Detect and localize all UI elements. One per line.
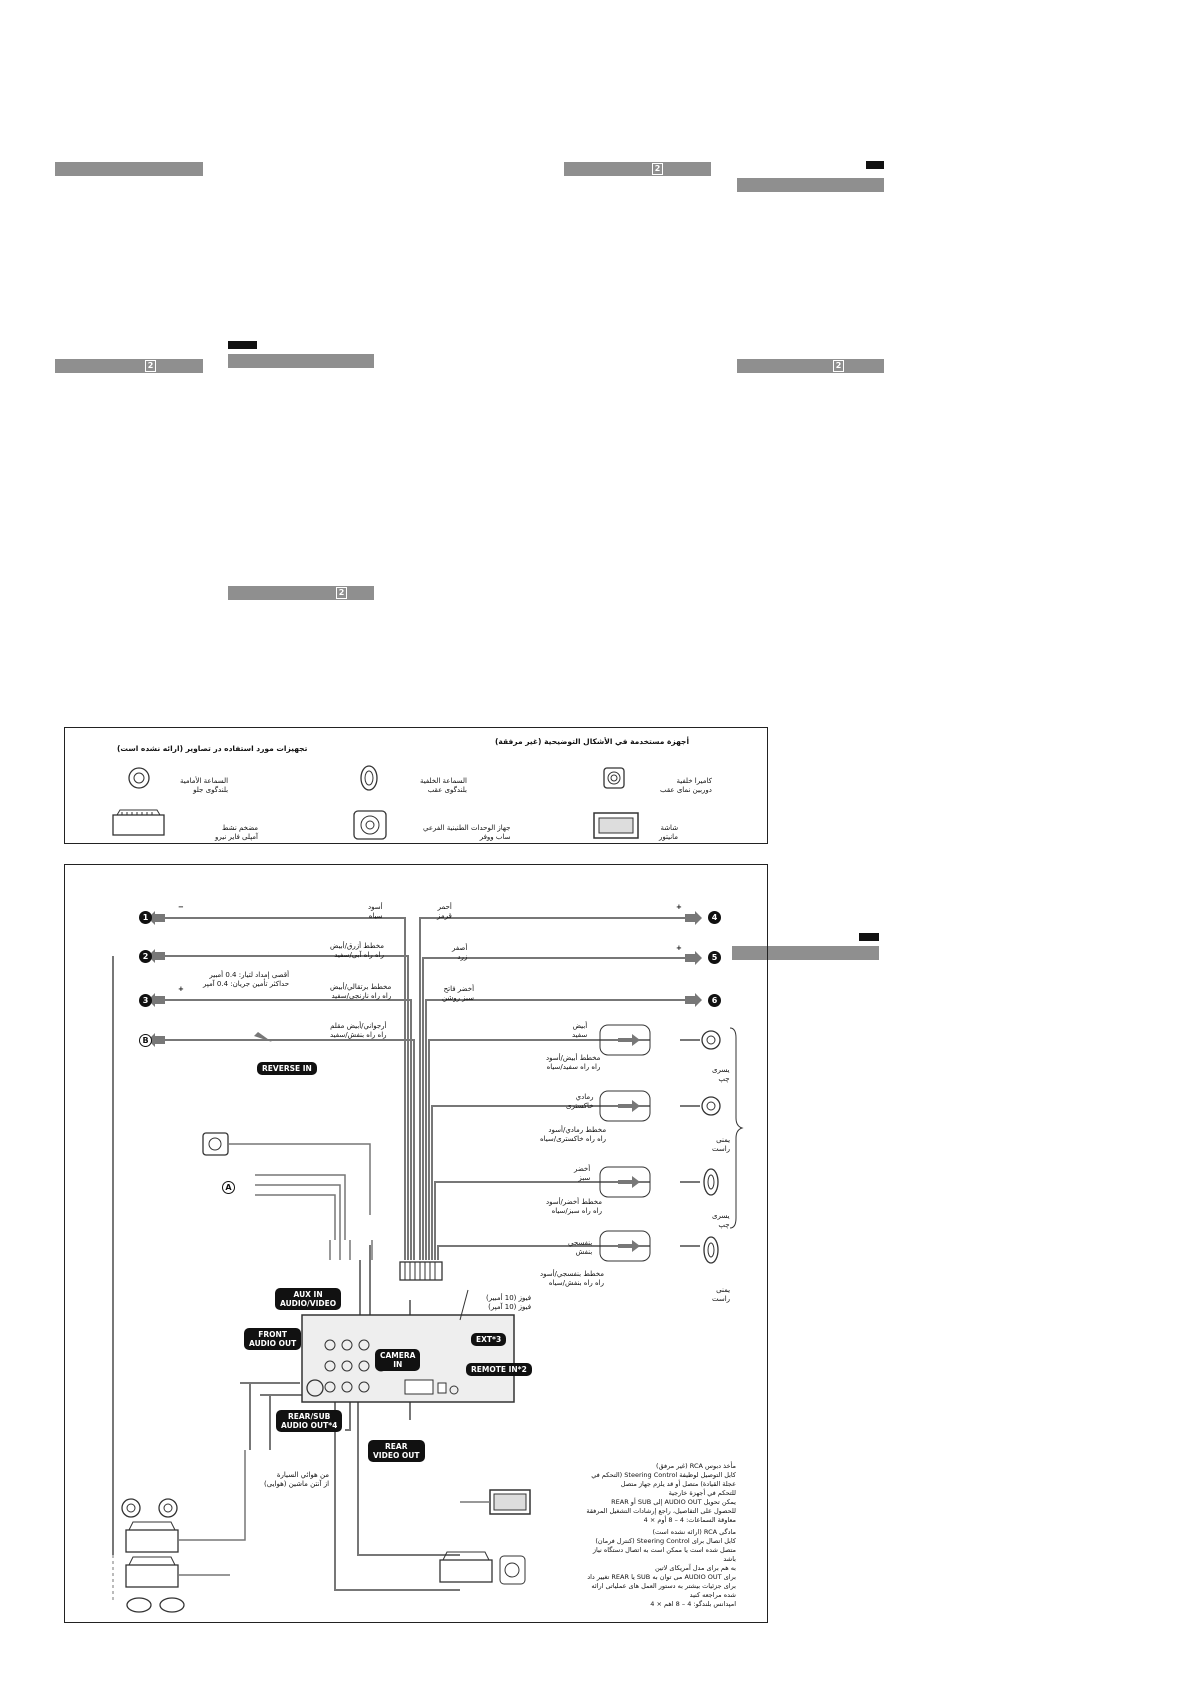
current-note: أقصى إمداد لتيار: 0.4 أمبير حداکثر تأمين جريان: 0.4 آمپر: [203, 971, 290, 988]
legend-title-arabic: أجهزة مستخدمة في الأشكال التوضيحية (غير مرفقة): [495, 737, 690, 746]
legend-rear-speaker: السماعة الخلفية بلندگوی عقب: [420, 777, 467, 794]
speaker-rear-right: [704, 1237, 718, 1263]
footnote-4: يمكن تحويل AUDIO OUT إلى SUB أو REAR: [611, 1498, 736, 1506]
speaker-plus-green: أخضر سبز: [574, 1165, 591, 1182]
speaker-plus-purple: بنفسجي بنفش: [568, 1239, 593, 1256]
subwoofer-amp-icon: [440, 1552, 525, 1584]
ext-badge: EXT*3: [471, 1333, 506, 1346]
legend-icon-front-speaker: [129, 768, 149, 788]
footnote-11: برای جزئيات بيشتر به دستور العمل های عملياتی ارائه شده مراجعه کنيد: [591, 1582, 736, 1599]
page-marker: 2: [336, 587, 347, 599]
legend-title-persian: تجهيزات مورد استفاده در تصاوير (ارائه نشده است): [117, 744, 308, 753]
polarity-1: −: [178, 903, 184, 911]
terminal-3-marker: 3: [139, 994, 152, 1007]
amplifier-icons: [113, 1450, 245, 1612]
legend-icon-rear-camera: [604, 768, 624, 788]
remote-in-badge: REMOTE IN*2: [466, 1363, 532, 1376]
polarity-5: +: [676, 944, 682, 952]
page-marker: 2: [145, 360, 156, 372]
speaker-minus-green: مخطط أخضر/أسود راه راه سبز/سياه: [546, 1198, 602, 1215]
antenna-label: من هوائي السيارة از آنتن ماشين (هوايی): [264, 1471, 330, 1488]
footnote-10: برای AUDIO OUT می توان به SUB یا REAR تغيير داد: [587, 1573, 736, 1581]
terminal-2-marker: 2: [139, 950, 152, 963]
speaker-side-1: يسرى چپ: [712, 1066, 730, 1083]
speaker-front-right: [702, 1097, 720, 1115]
camera-in-badge: CAMERA IN: [375, 1349, 420, 1371]
footnote-5: للحصول على التفاصيل، راجع إرشادات التشغيل المرفقة: [586, 1507, 736, 1515]
rear-video-out-badge: REAR VIDEO OUT: [368, 1440, 425, 1462]
speaker-plus-white: أبيض سفيد: [572, 1022, 588, 1039]
speaker-minus-white: مخطط أبيض/أسود راه راه سفيد/سياه: [546, 1054, 601, 1071]
legend-icon-monitor: [594, 813, 638, 838]
speaker-side-4: يمنى راست: [712, 1286, 731, 1303]
terminal-1-marker: 1: [139, 911, 152, 924]
legend-rear-camera: كاميرا خلفية دوربين نمای عقب: [660, 777, 712, 794]
monitor-icon: [460, 1490, 530, 1514]
wire-label-light-green: أخضر فاتح سبز روشن: [442, 985, 475, 1002]
footnote-7: مادگی RCA (ارائه نشده است): [652, 1528, 736, 1536]
legend-amplifier: مضخم نشط آمپلی فاير نيرو: [215, 824, 259, 841]
aux-in-badge: AUX IN AUDIO/VIDEO: [275, 1288, 341, 1310]
legend-icon-subwoofer: [354, 811, 386, 839]
speaker-plus-gray: رمادي خاکستری: [566, 1093, 594, 1110]
polarity-3: +: [178, 985, 184, 993]
wire-label-yellow: أصفر زرد: [452, 944, 468, 961]
reverse-in-badge: REVERSE IN: [257, 1062, 317, 1075]
terminal-5-marker: 5: [708, 951, 721, 964]
legend-monitor: شاشة مانيتور: [659, 824, 679, 841]
footnote-8: کابل اتصال برای Steering Control (کنترل فرمان) متصل شده است يا ممکن است به اتصال دستگاه نياز باشد: [592, 1537, 736, 1563]
footnote-6: معاوقة السماعات: 4 – 8 أوم × 4: [643, 1516, 736, 1524]
page-marker: 2: [652, 163, 663, 175]
rear-sub-audio-out-badge: REAR/SUB AUDIO OUT*4: [276, 1410, 342, 1432]
wire-label-purple-white: أرجواني/أبيض مقلم راه راه بنفش/سفيد: [330, 1022, 387, 1039]
legend-icon-rear-speaker: [361, 766, 377, 790]
footnote-3: للتحكم في أجهزة خارجية: [668, 1489, 736, 1497]
footnote-1: مأخذ دبوس RCA (غير مرفق): [656, 1462, 736, 1470]
terminal-b-marker: B: [139, 1034, 152, 1047]
page-marker: 2: [833, 360, 844, 372]
speaker-front-left: [702, 1031, 720, 1049]
speaker-side-3: يسرى چپ: [712, 1212, 730, 1229]
wire-label-blue-white: مخطط أزرق/أبيض راه راه آبی/سفيد: [330, 942, 384, 959]
mark-a: A: [222, 1181, 235, 1194]
speaker-rear-left: [704, 1169, 718, 1195]
footnote-12: امپدانس بلندگو: 4 – 8 اهم × 4: [650, 1600, 736, 1608]
speaker-minus-purple: مخطط بنفسجي/أسود راه راه بنفش/سياه: [540, 1270, 604, 1287]
speaker-side-2: يمنى راست: [712, 1136, 731, 1153]
wire-label-orange-white: مخطط برتقالي/أبيض راه راه نارنجی/سفيد: [330, 983, 392, 1000]
polarity-4: +: [676, 903, 682, 911]
terminal-6-marker: 6: [708, 994, 721, 1007]
legend-icon-amplifier: [113, 810, 164, 835]
fuse-label: فيوز (10 أمبير) فيوز (10 آمپر): [486, 1294, 532, 1311]
wire-label-red: أحمر قرمز: [437, 903, 452, 920]
footnote-9: به هم برای مدل آمریکای لاتين: [654, 1564, 736, 1572]
legend-front-speaker: السماعة الأمامية بلندگوی جلو: [180, 777, 229, 794]
legend-subwoofer: جهاز الوحدات الطنينية الفرعي ساب ووفر: [423, 824, 511, 841]
speaker-minus-gray: مخطط رمادي/أسود راه راه خاکستری/سياه: [540, 1126, 607, 1143]
footnote-2: كابل التوصيل لوظيفة Steering Control (التحكم في عجلة القيادة) متصل أو قد يلزم جهاز متصل: [591, 1471, 736, 1488]
wire-label-black: أسود سياه: [368, 903, 383, 920]
front-audio-out-badge: FRONT AUDIO OUT: [244, 1328, 301, 1350]
terminal-4-marker: 4: [708, 911, 721, 924]
